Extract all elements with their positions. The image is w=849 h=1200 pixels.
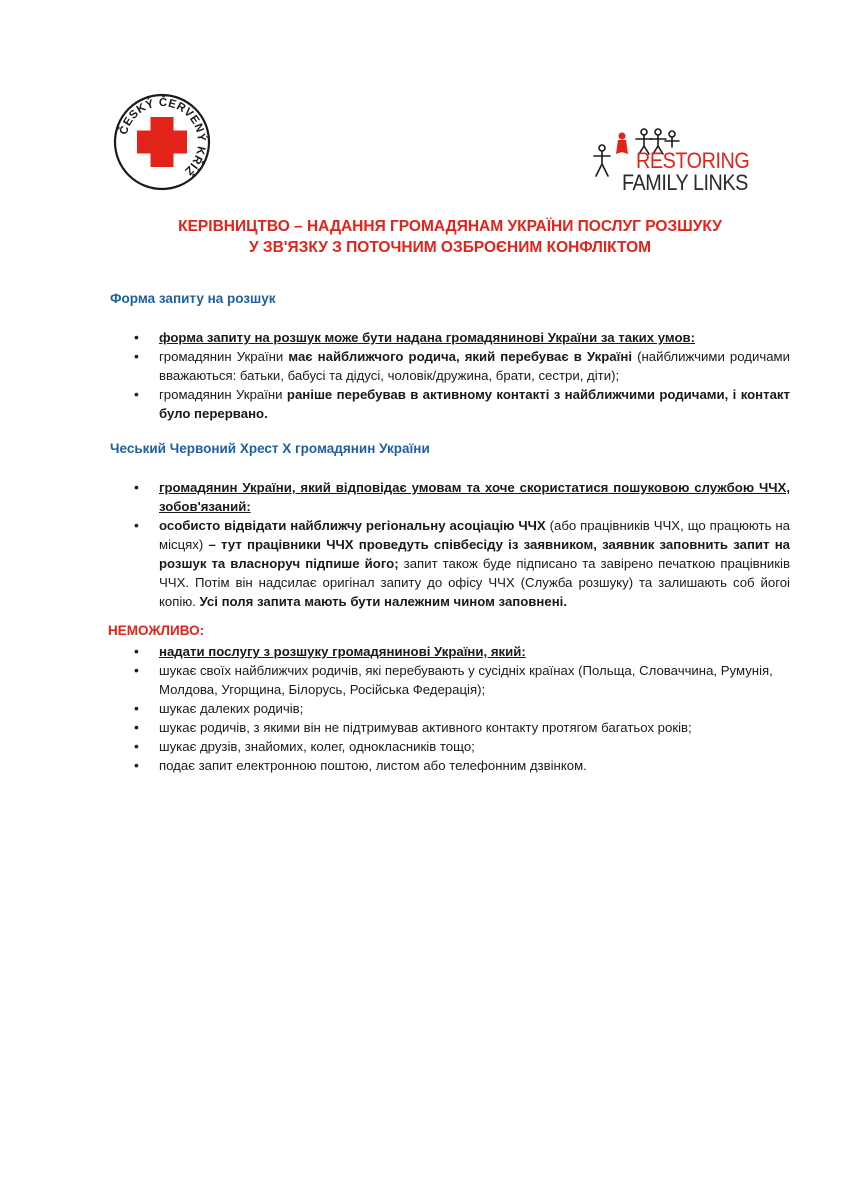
section1-item1: форма запиту на розшук може бути надана громадянинові України за таких умов: bbox=[159, 330, 696, 345]
document-title-line2: У ЗВ'ЯЗКУ З ПОТОЧНИМ ОЗБРОЄНИМ КОНФЛІКТОМ bbox=[248, 239, 652, 256]
section1-list bbox=[134, 328, 790, 423]
text-run: подає запит електронною поштою, листом або телефонним дзвінком. bbox=[159, 758, 587, 773]
list-item bbox=[134, 699, 790, 718]
list-item bbox=[134, 328, 790, 347]
list-item bbox=[134, 661, 790, 699]
section3-item1: надати послугу з розшуку громадянинові України, який: bbox=[159, 644, 526, 659]
list-item bbox=[134, 718, 790, 737]
document-title-line1: КЕРІВНИЦТВО – НАДАННЯ ГРОМАДЯНАМ УКРАЇНИ ПОСЛУГ РОЗШУКУ bbox=[178, 218, 722, 235]
list-item bbox=[134, 478, 790, 516]
list-item bbox=[134, 756, 790, 775]
rfl-logo-family-links: FAMILY LINKS bbox=[622, 170, 748, 195]
list-item bbox=[134, 642, 790, 661]
czech-red-cross-logo bbox=[112, 92, 212, 192]
section3-heading: НЕМОЖЛИВО: bbox=[108, 623, 205, 638]
text-run-bold: має найближчого родича, який перебуває в Україні bbox=[288, 349, 632, 364]
text-run-bold: раніше перебував в активному контакті з найближчими родичами, і контакт було перервано. bbox=[159, 387, 790, 421]
text-run: громадянин України bbox=[159, 387, 287, 402]
rfl-logo-restoring: RESTORING bbox=[636, 148, 750, 173]
list-item bbox=[134, 516, 790, 611]
section3-list bbox=[134, 642, 790, 775]
text-run-bold: Усі поля запита мають бути належним чином заповнені. bbox=[199, 594, 567, 609]
text-run: шукає родичів, з якими він не підтримував активного контакту протягом багатьох років; bbox=[159, 720, 692, 735]
section1-heading: Форма запиту на розшук bbox=[110, 291, 276, 306]
text-run: громадянин України bbox=[159, 349, 289, 364]
section2-item1: громадянин України, який відповідає умовам та хоче скористатися пошуковою службою ЧЧХ, зобов'язаний: bbox=[159, 480, 790, 514]
text-run-bold: особисто відвідати найближчу регіональну асоціацію ЧЧХ bbox=[159, 518, 546, 533]
text-run: шукає своїх найближчих родичів, які перебувають у сусідніх країнах (Польща, Словаччина, Румунія, Молдова, Угорщина, Білорусь, Російська Федерація); bbox=[159, 663, 773, 697]
text-run: шукає друзів, знайомих, колег, однокласників тощо; bbox=[159, 739, 475, 754]
section2-heading: Чеський Червоний Хрест Х громадянин України bbox=[110, 441, 430, 456]
text-run: шукає далеких родичів; bbox=[159, 701, 304, 716]
text-run: (найближчими родичами вважаються: батьки, бабусі та дідусі, чоловік/дружина, брати, сестри, діти); bbox=[159, 349, 790, 383]
list-item bbox=[134, 737, 790, 756]
list-item bbox=[134, 385, 790, 423]
text-run-bold: – тут працівники ЧЧХ проведуть співбесіду із заявником, заявник заповнить запит на розшук та власноруч підпише його; bbox=[159, 537, 790, 571]
text-run: запит також буде підписано та завірено печаткою працівників ЧЧХ. Потім він надсилає оригінал запиту до офісу ЧЧХ (Служба розшуку) та залишають соб йогоі копію. bbox=[159, 556, 790, 609]
list-item bbox=[134, 347, 790, 385]
section2-list bbox=[134, 478, 790, 611]
text-run: (або працівників ЧЧХ, що працюють на місцях) bbox=[159, 518, 790, 552]
logo-ring-text: ČESKÝ ČERVENÝ KŘÍŽ bbox=[117, 96, 208, 178]
